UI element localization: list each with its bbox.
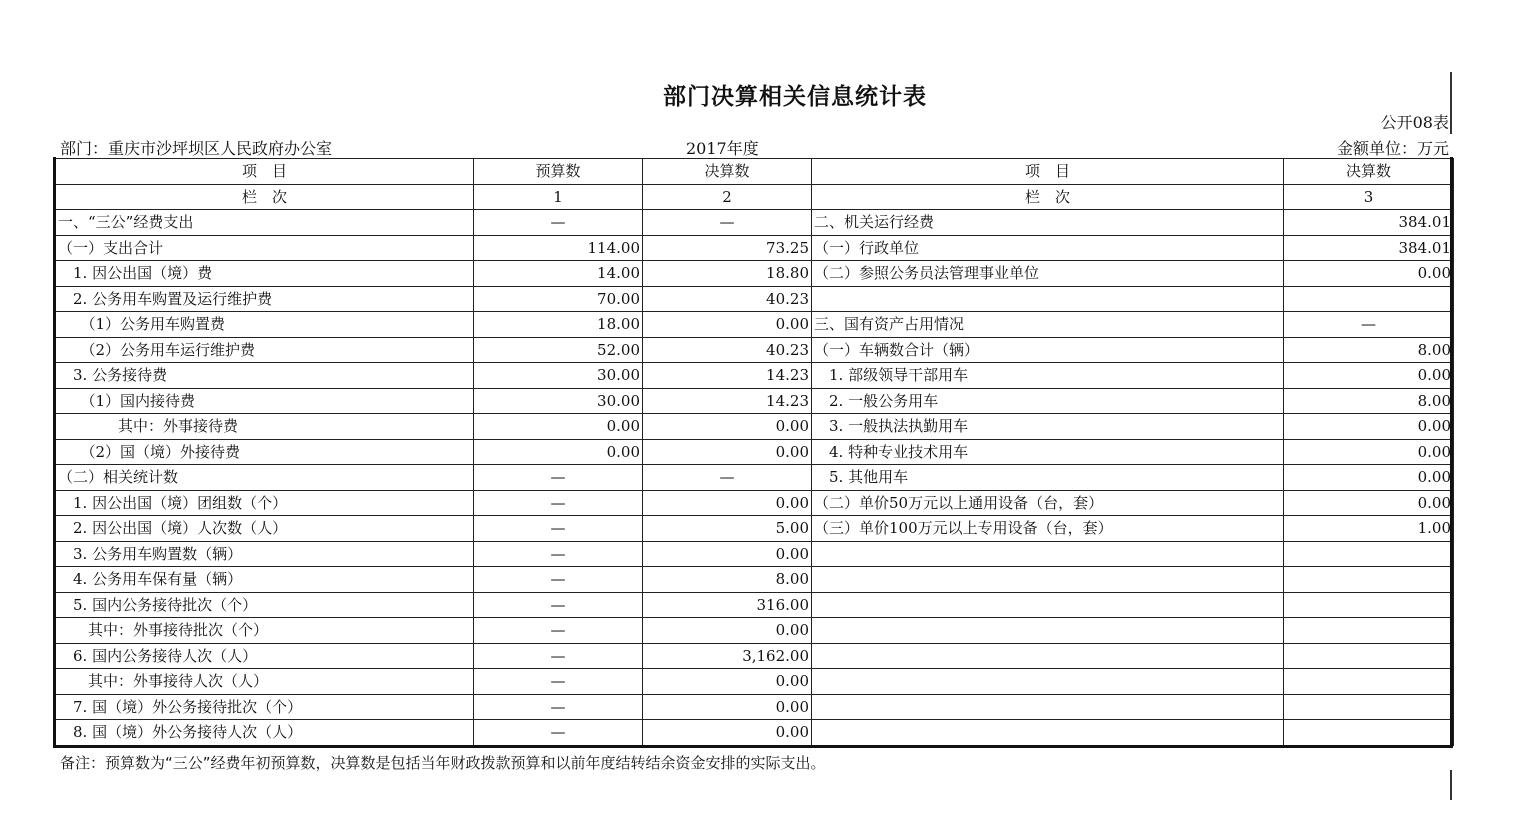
row-item: （二）相关统计数 [56,465,474,491]
row-item-right [812,541,1284,567]
row-final-right [1284,643,1454,669]
row-item-right [812,592,1284,618]
row-final: — [643,465,812,491]
row-final: 0.00 [643,414,812,440]
row-budget: — [474,210,643,236]
statistics-table [55,158,1454,746]
row-item: 其中：外事接待批次（个） [56,618,474,644]
row-final: 0.00 [643,618,812,644]
row-item: 6. 国内公务接待人次（人） [56,643,474,669]
row-final-right: 0.00 [1284,261,1454,287]
row-final-right: 0.00 [1284,439,1454,465]
row-item-right: 1. 部级领导干部用车 [812,363,1284,389]
row-final-right: 1.00 [1284,516,1454,542]
row-final-right [1284,567,1454,593]
row-item: 其中：外事接待人次（人） [56,669,474,695]
row-item-right: （二）单价50万元以上通用设备（台，套） [812,490,1284,516]
table-row [56,694,1454,720]
row-budget: 70.00 [474,286,643,312]
row-budget: — [474,541,643,567]
row-item: 1. 因公出国（境）费 [56,261,474,287]
row-item: （2）公务用车运行维护费 [56,337,474,363]
row-final-right: — [1284,312,1454,338]
row-final-right [1284,720,1454,746]
row-budget: — [474,490,643,516]
row-final: 40.23 [643,337,812,363]
row-item-right [812,643,1284,669]
table-row [56,235,1454,261]
table-row [56,516,1454,542]
row-final-right: 0.00 [1284,414,1454,440]
fiscal-year: 2017年度 [686,139,759,158]
row-final: 73.25 [643,235,812,261]
table-row [56,490,1454,516]
header-final: 决算数 [643,159,812,185]
row-final: 0.00 [643,490,812,516]
table-row [56,261,1454,287]
row-final: 0.00 [643,541,812,567]
row-final-right: 384.01 [1284,210,1454,236]
row-final: 14.23 [643,363,812,389]
row-final: 0.00 [643,720,812,746]
table-row [56,439,1454,465]
row-item-right [812,669,1284,695]
row-item-right [812,694,1284,720]
row-item-right [812,567,1284,593]
row-budget: 14.00 [474,261,643,287]
table-row [56,312,1454,338]
row-final: 3,162.00 [643,643,812,669]
row-item: 2. 公务用车购置及运行维护费 [56,286,474,312]
department-label: 部门：重庆市沙坪坝区人民政府办公室 [60,139,333,158]
row-item-right: 二、机关运行经费 [812,210,1284,236]
row-final-right [1284,669,1454,695]
header-final-right: 决算数 [1284,159,1454,185]
row-final-right: 384.01 [1284,235,1454,261]
header-item: 项 目 [56,159,474,185]
row-final: 316.00 [643,592,812,618]
row-final: 0.00 [643,694,812,720]
row-item-right: 4. 特种专业技术用车 [812,439,1284,465]
row-item: 8. 国（境）外公务接待人次（人） [56,720,474,746]
row-item-right: （二）参照公务员法管理事业单位 [812,261,1284,287]
row-final-right [1284,592,1454,618]
form-number: 公开08表 [1380,113,1449,132]
row-item: 3. 公务用车购置数（辆） [56,541,474,567]
row-item: 4. 公务用车保有量（辆） [56,567,474,593]
row-final-right [1284,541,1454,567]
row-budget: — [474,465,643,491]
row-item: 7. 国（境）外公务接待批次（个） [56,694,474,720]
index-col-1: 1 [474,184,643,210]
header-row [56,159,1454,185]
row-final-right [1284,694,1454,720]
row-budget: — [474,643,643,669]
row-budget: 30.00 [474,363,643,389]
table-row [56,541,1454,567]
table-row [56,388,1454,414]
row-item: 3. 公务接待费 [56,363,474,389]
row-final: 18.80 [643,261,812,287]
header-budget: 预算数 [474,159,643,185]
row-final: 0.00 [643,439,812,465]
row-budget: — [474,618,643,644]
row-item-right: 三、国有资产占用情况 [812,312,1284,338]
row-final-right: 0.00 [1284,465,1454,491]
row-item-right: 3. 一般执法执勤用车 [812,414,1284,440]
row-budget: — [474,694,643,720]
table-row [56,286,1454,312]
table-row [56,643,1454,669]
table-row [56,592,1454,618]
row-final: 0.00 [643,669,812,695]
row-final-right: 0.00 [1284,490,1454,516]
row-budget: — [474,720,643,746]
row-budget: 114.00 [474,235,643,261]
row-budget: — [474,567,643,593]
row-item-right: （一）车辆数合计（辆） [812,337,1284,363]
index-label-right: 栏 次 [812,184,1284,210]
row-item: （2）国（境）外接待费 [56,439,474,465]
row-item-right [812,286,1284,312]
row-item-right: （三）单价100万元以上专用设备（台，套） [812,516,1284,542]
row-final-right: 0.00 [1284,363,1454,389]
row-item-right [812,618,1284,644]
table-row [56,720,1454,746]
amount-unit: 金额单位：万元 [1336,139,1449,158]
table-row [56,363,1454,389]
row-final: 40.23 [643,286,812,312]
table-row [56,337,1454,363]
table-row [56,414,1454,440]
row-item-right: （一）行政单位 [812,235,1284,261]
row-item-right: 5. 其他用车 [812,465,1284,491]
table-row [56,669,1454,695]
index-row [56,184,1454,210]
row-final-right [1284,618,1454,644]
row-budget: — [474,592,643,618]
row-budget: 52.00 [474,337,643,363]
row-item-right [812,720,1284,746]
row-item-right: 2. 一般公务用车 [812,388,1284,414]
page-title: 部门决算相关信息统计表 [663,84,927,110]
page-edge-bar [1450,770,1452,800]
row-budget: 30.00 [474,388,643,414]
row-item: 1. 因公出国（境）团组数（个） [56,490,474,516]
row-item: （一）支出合计 [56,235,474,261]
table-row [56,618,1454,644]
row-item: 其中：外事接待费 [56,414,474,440]
row-item: 2. 因公出国（境）人次数（人） [56,516,474,542]
row-item: （1）国内接待费 [56,388,474,414]
row-item: 5. 国内公务接待批次（个） [56,592,474,618]
row-final: 0.00 [643,312,812,338]
row-budget: 0.00 [474,439,643,465]
row-item: 一、“三公”经费支出 [56,210,474,236]
header-item-right: 项 目 [812,159,1284,185]
index-col-3: 3 [1284,184,1454,210]
row-budget: — [474,669,643,695]
row-budget: 18.00 [474,312,643,338]
row-budget: — [474,516,643,542]
row-final-right: 8.00 [1284,388,1454,414]
row-final-right: 8.00 [1284,337,1454,363]
row-final-right [1284,286,1454,312]
row-final: 8.00 [643,567,812,593]
row-budget: 0.00 [474,414,643,440]
row-final: 5.00 [643,516,812,542]
index-label: 栏 次 [56,184,474,210]
table-row [56,567,1454,593]
footnote: 备注：预算数为“三公”经费年初预算数，决算数是包括当年财政拨款预算和以前年度结转结余资金安排的实际支出。 [60,754,826,772]
row-final: 14.23 [643,388,812,414]
index-col-2: 2 [643,184,812,210]
table-row [56,465,1454,491]
table-row [56,210,1454,236]
row-final: — [643,210,812,236]
row-item: （1）公务用车购置费 [56,312,474,338]
